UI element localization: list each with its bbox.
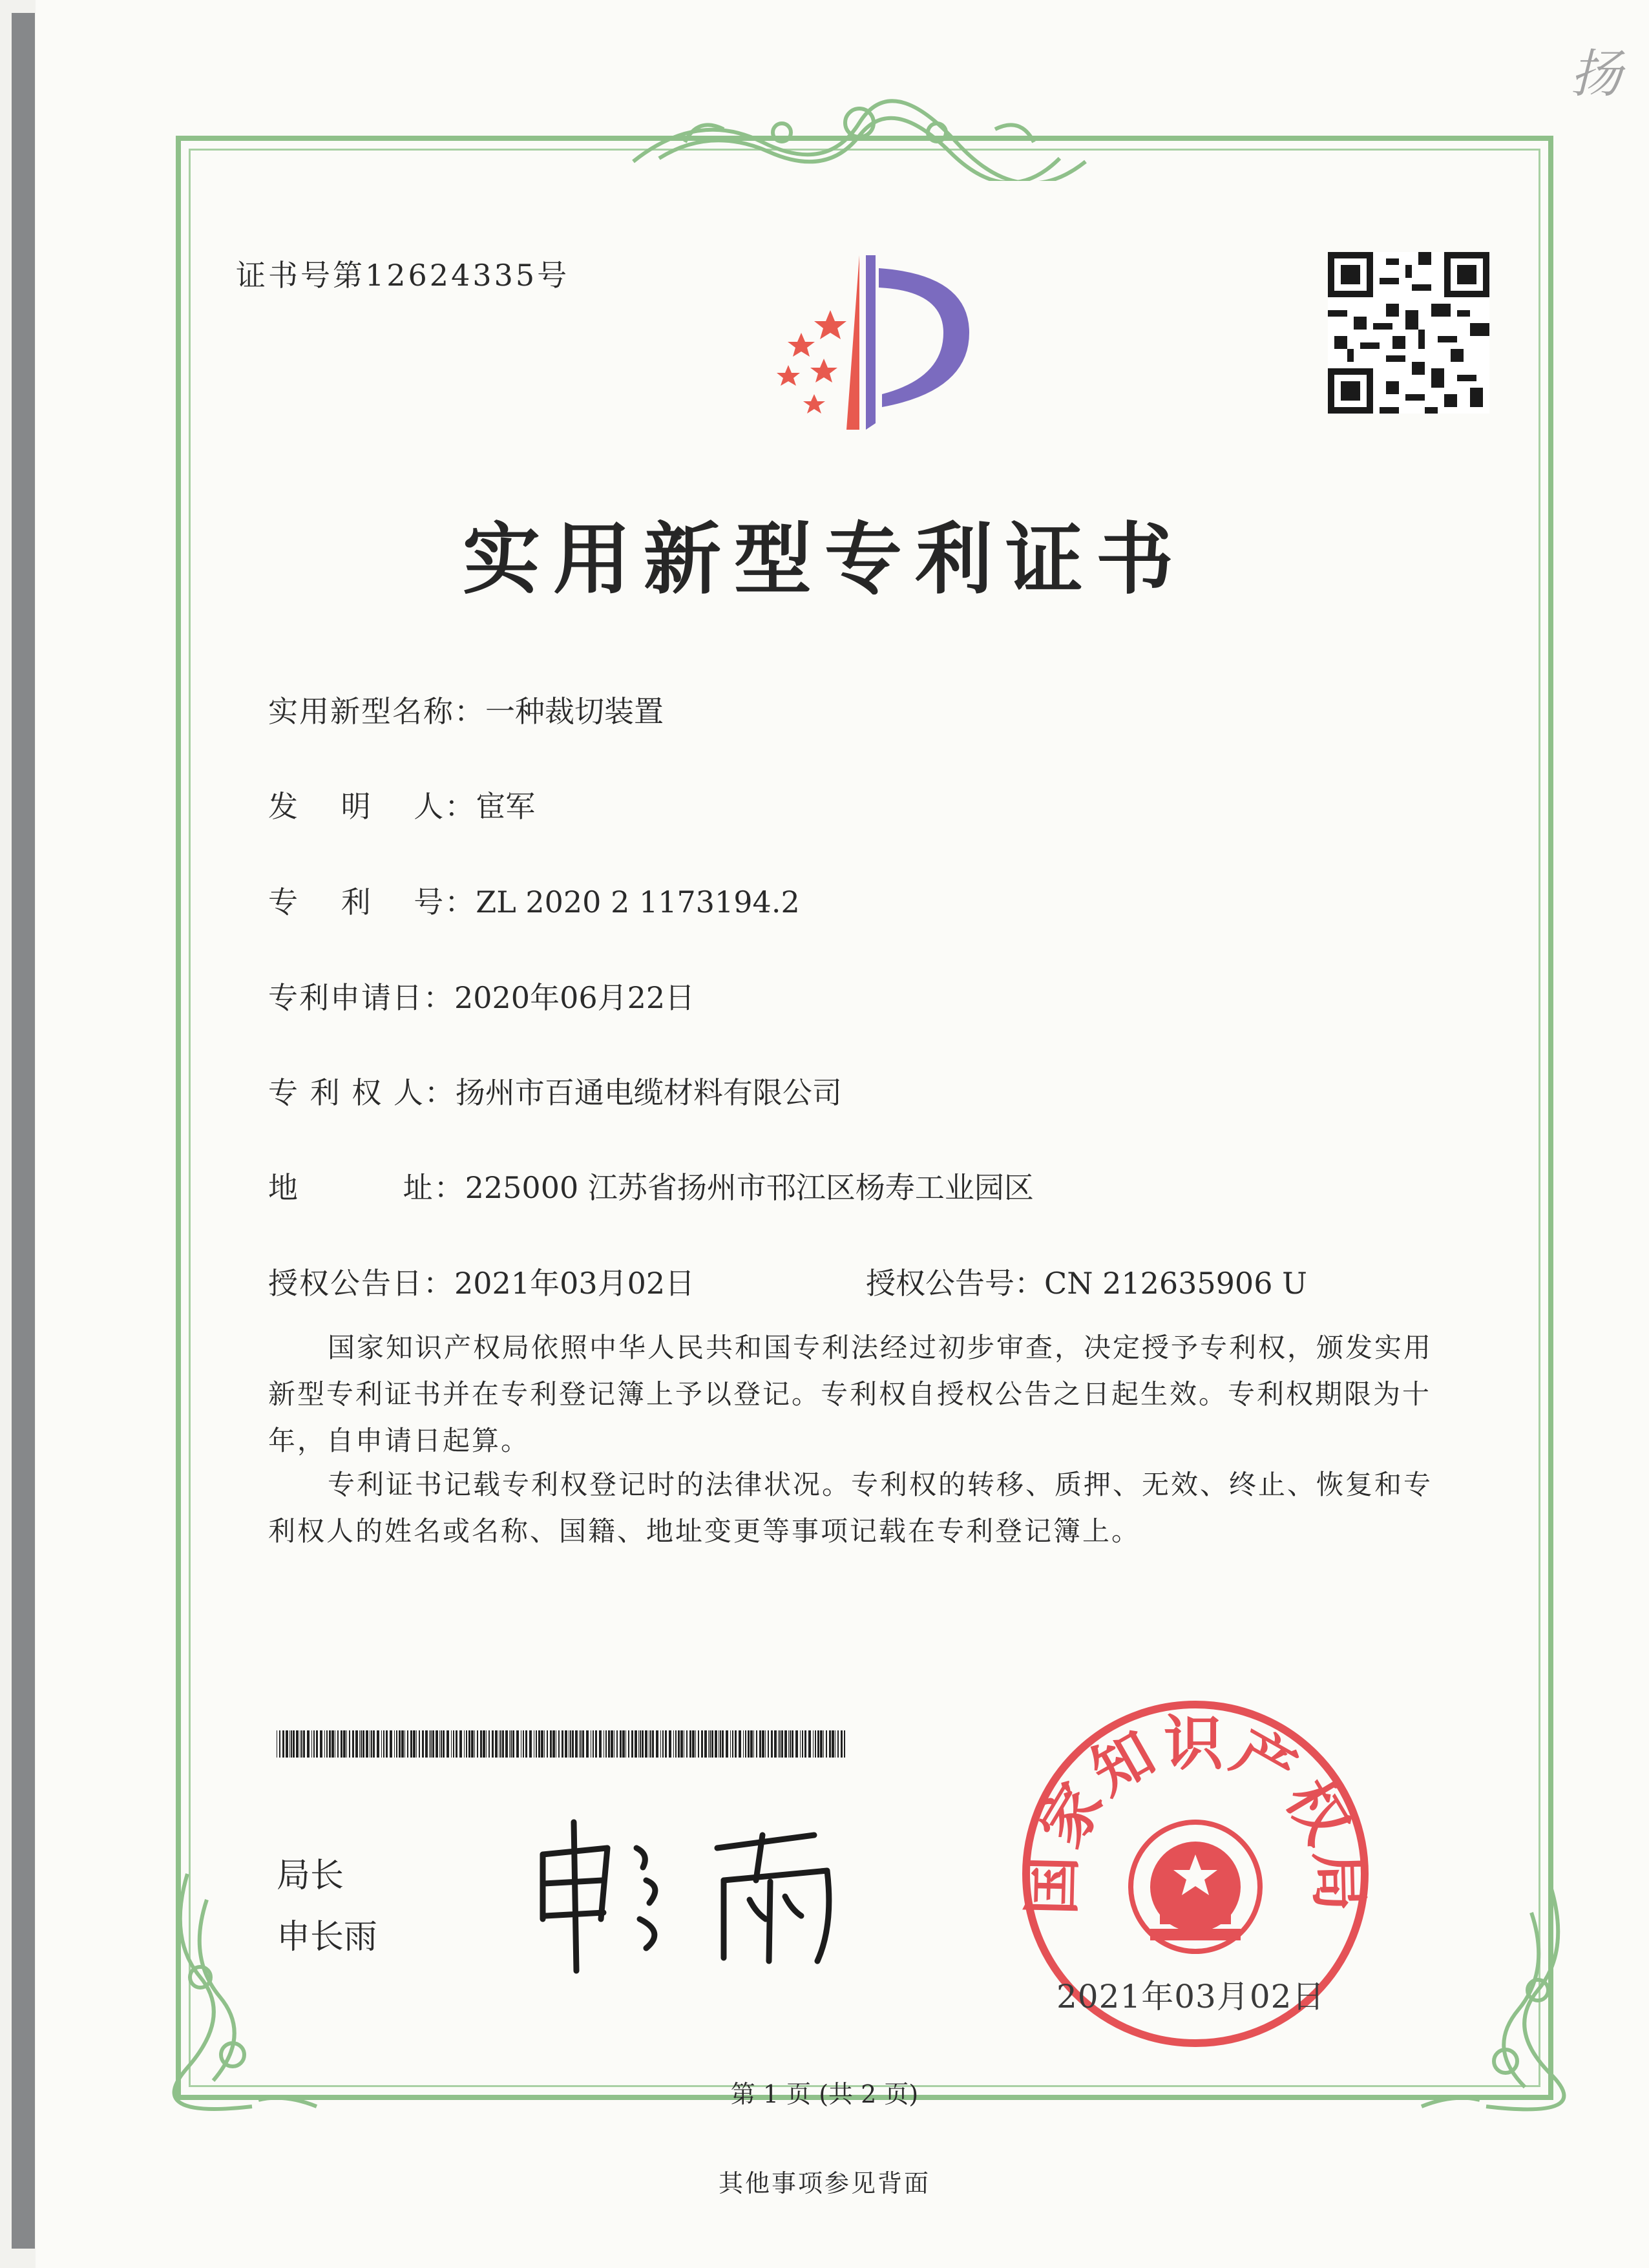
certificate-title: 实用新型专利证书 bbox=[463, 515, 1186, 605]
field-patentee bbox=[268, 1069, 842, 1112]
field-value: 225000 江苏省扬州市邗江区杨寿工业园区 bbox=[465, 1170, 1034, 1205]
field-grant-number bbox=[866, 1260, 1307, 1303]
field-label: 专 利 号： bbox=[268, 885, 476, 919]
seal-text: 国家知识产权局 bbox=[1016, 1709, 1374, 1916]
field-grant-date bbox=[268, 1260, 695, 1303]
barcode bbox=[277, 1730, 845, 1758]
scan-shadow-band bbox=[12, 13, 35, 2249]
page-number: 第 1 页 (共 2 页) bbox=[730, 2080, 919, 2108]
field-label: 实用新型名称： bbox=[268, 694, 485, 729]
field-value: ZL 2020 2 1173194.2 bbox=[476, 885, 800, 919]
field-label: 专利申请日： bbox=[268, 980, 454, 1015]
cnipa-logo bbox=[737, 249, 1008, 436]
field-value: 2020年06月22日 bbox=[454, 980, 695, 1015]
legal-paragraph-1: 国家知识产权局依照中华人民共和国专利法经过初步审查，决定授予专利权，颁发实用新型专利证书并在专利登记簿上予以登记。专利权自授权公告之日起生效。专利权期限为十年，自申请日起算。 bbox=[268, 1332, 1433, 1456]
field-label: 授权公告日： bbox=[268, 1266, 454, 1301]
field-value: 宦军 bbox=[476, 789, 536, 824]
director-signature bbox=[530, 1809, 892, 1977]
field-value: 一种裁切装置 bbox=[485, 694, 664, 729]
handwritten-margin-note: 扬 bbox=[1570, 44, 1622, 104]
seal-date: 2021年03月02日 bbox=[1056, 1978, 1325, 2015]
director-title: 局长 bbox=[277, 1856, 344, 1895]
qr-code bbox=[1328, 252, 1489, 414]
field-label: 发 明 人： bbox=[268, 789, 476, 824]
field-value: 扬州市百通电缆材料有限公司 bbox=[455, 1075, 842, 1110]
field-label: 专 利 权 人： bbox=[268, 1075, 456, 1110]
field-address bbox=[268, 1164, 1034, 1207]
field-value: CN 212635906 U bbox=[1044, 1266, 1307, 1301]
director-name: 申长雨 bbox=[277, 1918, 378, 1957]
field-patent-number bbox=[268, 879, 800, 921]
legal-paragraph-2: 专利证书记载专利权登记时的法律状况。专利权的转移、质押、无效、终止、恢复和专利权人的姓名或名称、国籍、地址变更等事项记载在专利登记簿上。 bbox=[268, 1469, 1433, 1547]
field-utility-model-name bbox=[268, 688, 664, 731]
back-note: 其他事项参见背面 bbox=[718, 2169, 930, 2198]
certificate-number: 证书号第12624335号 bbox=[236, 258, 570, 293]
field-label: 地 址： bbox=[268, 1170, 465, 1205]
field-label: 授权公告号： bbox=[866, 1266, 1044, 1301]
field-value: 2021年03月02日 bbox=[454, 1266, 695, 1301]
field-application-date bbox=[268, 974, 695, 1017]
field-inventor bbox=[268, 783, 535, 826]
top-ornament bbox=[620, 97, 1098, 181]
